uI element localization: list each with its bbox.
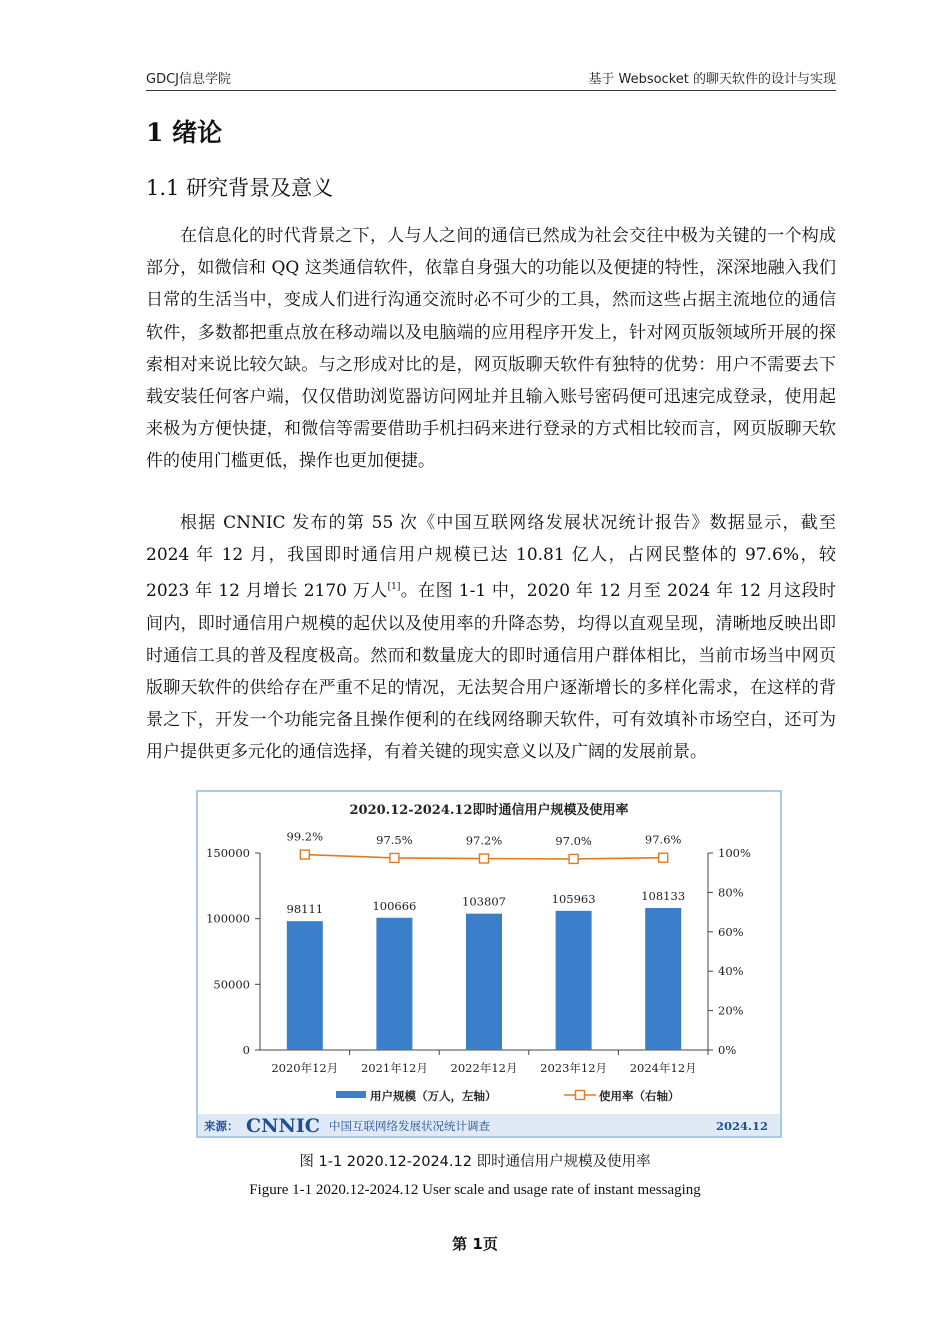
header-thesis-title: 基于 Websocket 的聊天软件的设计与实现	[588, 72, 836, 87]
paragraph-2-text-a: 根据 CNNIC 发布的第 55 次《中国互联网络发展状况统计报告》数据显示，截至 2024 年 12 月，我国即时通信用户规模已达 10.81 亿人，占网民整体的 97.6%，较 2023 年 12 月增长 2170 万人	[146, 513, 836, 602]
citation-ref: [1]	[387, 582, 401, 593]
header-divider	[146, 90, 836, 91]
line-value-label: 97.2%	[465, 833, 503, 848]
x-tick-label: 2023年12月	[540, 1061, 608, 1075]
line-point	[569, 854, 578, 863]
cnnic-logo: CNNIC	[246, 1115, 320, 1137]
figure-caption-en: Figure 1-1 2020.12-2024.12 User scale and usage rate of instant messaging	[249, 1182, 701, 1198]
legend-bar-label: 用户规模（万人，左轴）	[370, 1089, 497, 1103]
source-text: 中国互联网络发展状况统计调查	[329, 1119, 490, 1133]
chart-source-bar	[198, 1114, 780, 1137]
chapter-title: 1 绪论	[146, 118, 223, 147]
bar	[645, 908, 681, 1050]
right-tick-label: 0%	[718, 1043, 737, 1057]
figure-caption-cn: 图 1-1 2020.12-2024.12 即时通信用户规模及使用率	[299, 1154, 651, 1170]
line-value-label: 97.5%	[376, 832, 413, 847]
bar-value-label: 108133	[641, 888, 686, 903]
bar	[287, 921, 323, 1050]
page-number: 第 1页	[452, 1235, 498, 1253]
x-tick-label: 2021年12月	[360, 1061, 428, 1075]
bar	[466, 914, 502, 1050]
line-point	[390, 853, 399, 862]
line-point	[300, 850, 309, 859]
right-tick-label: 20%	[718, 1003, 744, 1018]
left-tick-label: 50000	[213, 977, 250, 992]
line-value-label: 97.6%	[644, 832, 682, 847]
chart-title: 2020.12-2024.12即时通信用户规模及使用率	[349, 803, 629, 818]
source-label: 来源：	[204, 1119, 239, 1133]
right-tick-label: 80%	[718, 885, 744, 900]
bar-value-label: 100666	[372, 898, 417, 913]
legend-line-label: 使用率（右轴）	[599, 1089, 680, 1103]
x-tick-label: 2024年12月	[629, 1061, 697, 1075]
left-tick-label: 0	[242, 1043, 250, 1057]
left-tick-label: 150000	[206, 846, 250, 860]
figure-chart	[196, 790, 782, 1138]
line-value-label: 97.0%	[555, 833, 592, 848]
left-tick-label: 100000	[206, 911, 250, 926]
right-tick-label: 60%	[718, 924, 744, 939]
section-title: 1.1 研究背景及意义	[146, 176, 334, 200]
x-tick-label: 2020年12月	[271, 1061, 339, 1075]
source-date: 2024.12	[716, 1119, 769, 1133]
bar	[556, 911, 592, 1050]
bar-value-label: 98111	[286, 902, 324, 917]
bar-value-label: 103807	[462, 894, 506, 909]
line-point	[659, 853, 668, 862]
page-header	[146, 66, 836, 88]
paragraph-1: 在信息化的时代背景之下，人与人之间的通信已然成为社会交往中极为关键的一个构成部分，如微信和 QQ 这类通信软件，依靠自身强大的功能以及便捷的特性，深深地融入我们日常的生活当中，变成人们进行沟通交流时必不可少的工具，然而这些占据主流地位的通信软件，多数都把重点放在移动端以及电脑端的应用程序开发上，针对网页版领域所开展的探索相对来说比较欠缺。与之形成对比的是，网页版聊天软件有独特的优势：用户不需要去下载安装任何客户端，仅仅借助浏览器访问网址并且输入账号密码便可迅速完成登录，使用起来极为方便快捷，和微信等需要借助手机扫码来进行登录的方式相比较而言，网页版聊天软件的使用门槛更低，操作也更加便捷。	[146, 226, 836, 472]
paragraph-2	[146, 507, 836, 769]
chart-svg	[196, 790, 782, 1138]
legend-line-marker	[576, 1091, 585, 1100]
right-tick-label: 40%	[718, 964, 744, 979]
line-point	[480, 854, 489, 863]
bar	[376, 918, 412, 1050]
legend-bar-swatch	[336, 1091, 366, 1098]
header-institution: GDCJ信息学院	[146, 72, 231, 87]
right-tick-label: 100%	[718, 846, 751, 860]
paragraph-2-text-b: 。在图 1-1 中，2020 年 12 月至 2024 年 12 月这段时间内，即时通信用户规模的起伏以及使用率的升降态势，均得以直观呈现，清晰地反映出即时通信工具的普及程度极高。然而和数量庞大的即时通信用户群体相比，当前市场当中网页版聊天软件的供给存在严重不足的情况，无法契合用户逐渐增长的多样化需求，在这样的背景之下，开发一个功能完备且操作便利的在线网络聊天软件，可有效填补市场空白，还可为用户提供更多元化的通信选择，有着关键的现实意义以及广阔的发展前景。	[146, 581, 836, 763]
x-tick-label: 2022年12月	[450, 1061, 518, 1075]
line-value-label: 99.2%	[286, 829, 324, 844]
bar-value-label: 105963	[551, 891, 596, 906]
